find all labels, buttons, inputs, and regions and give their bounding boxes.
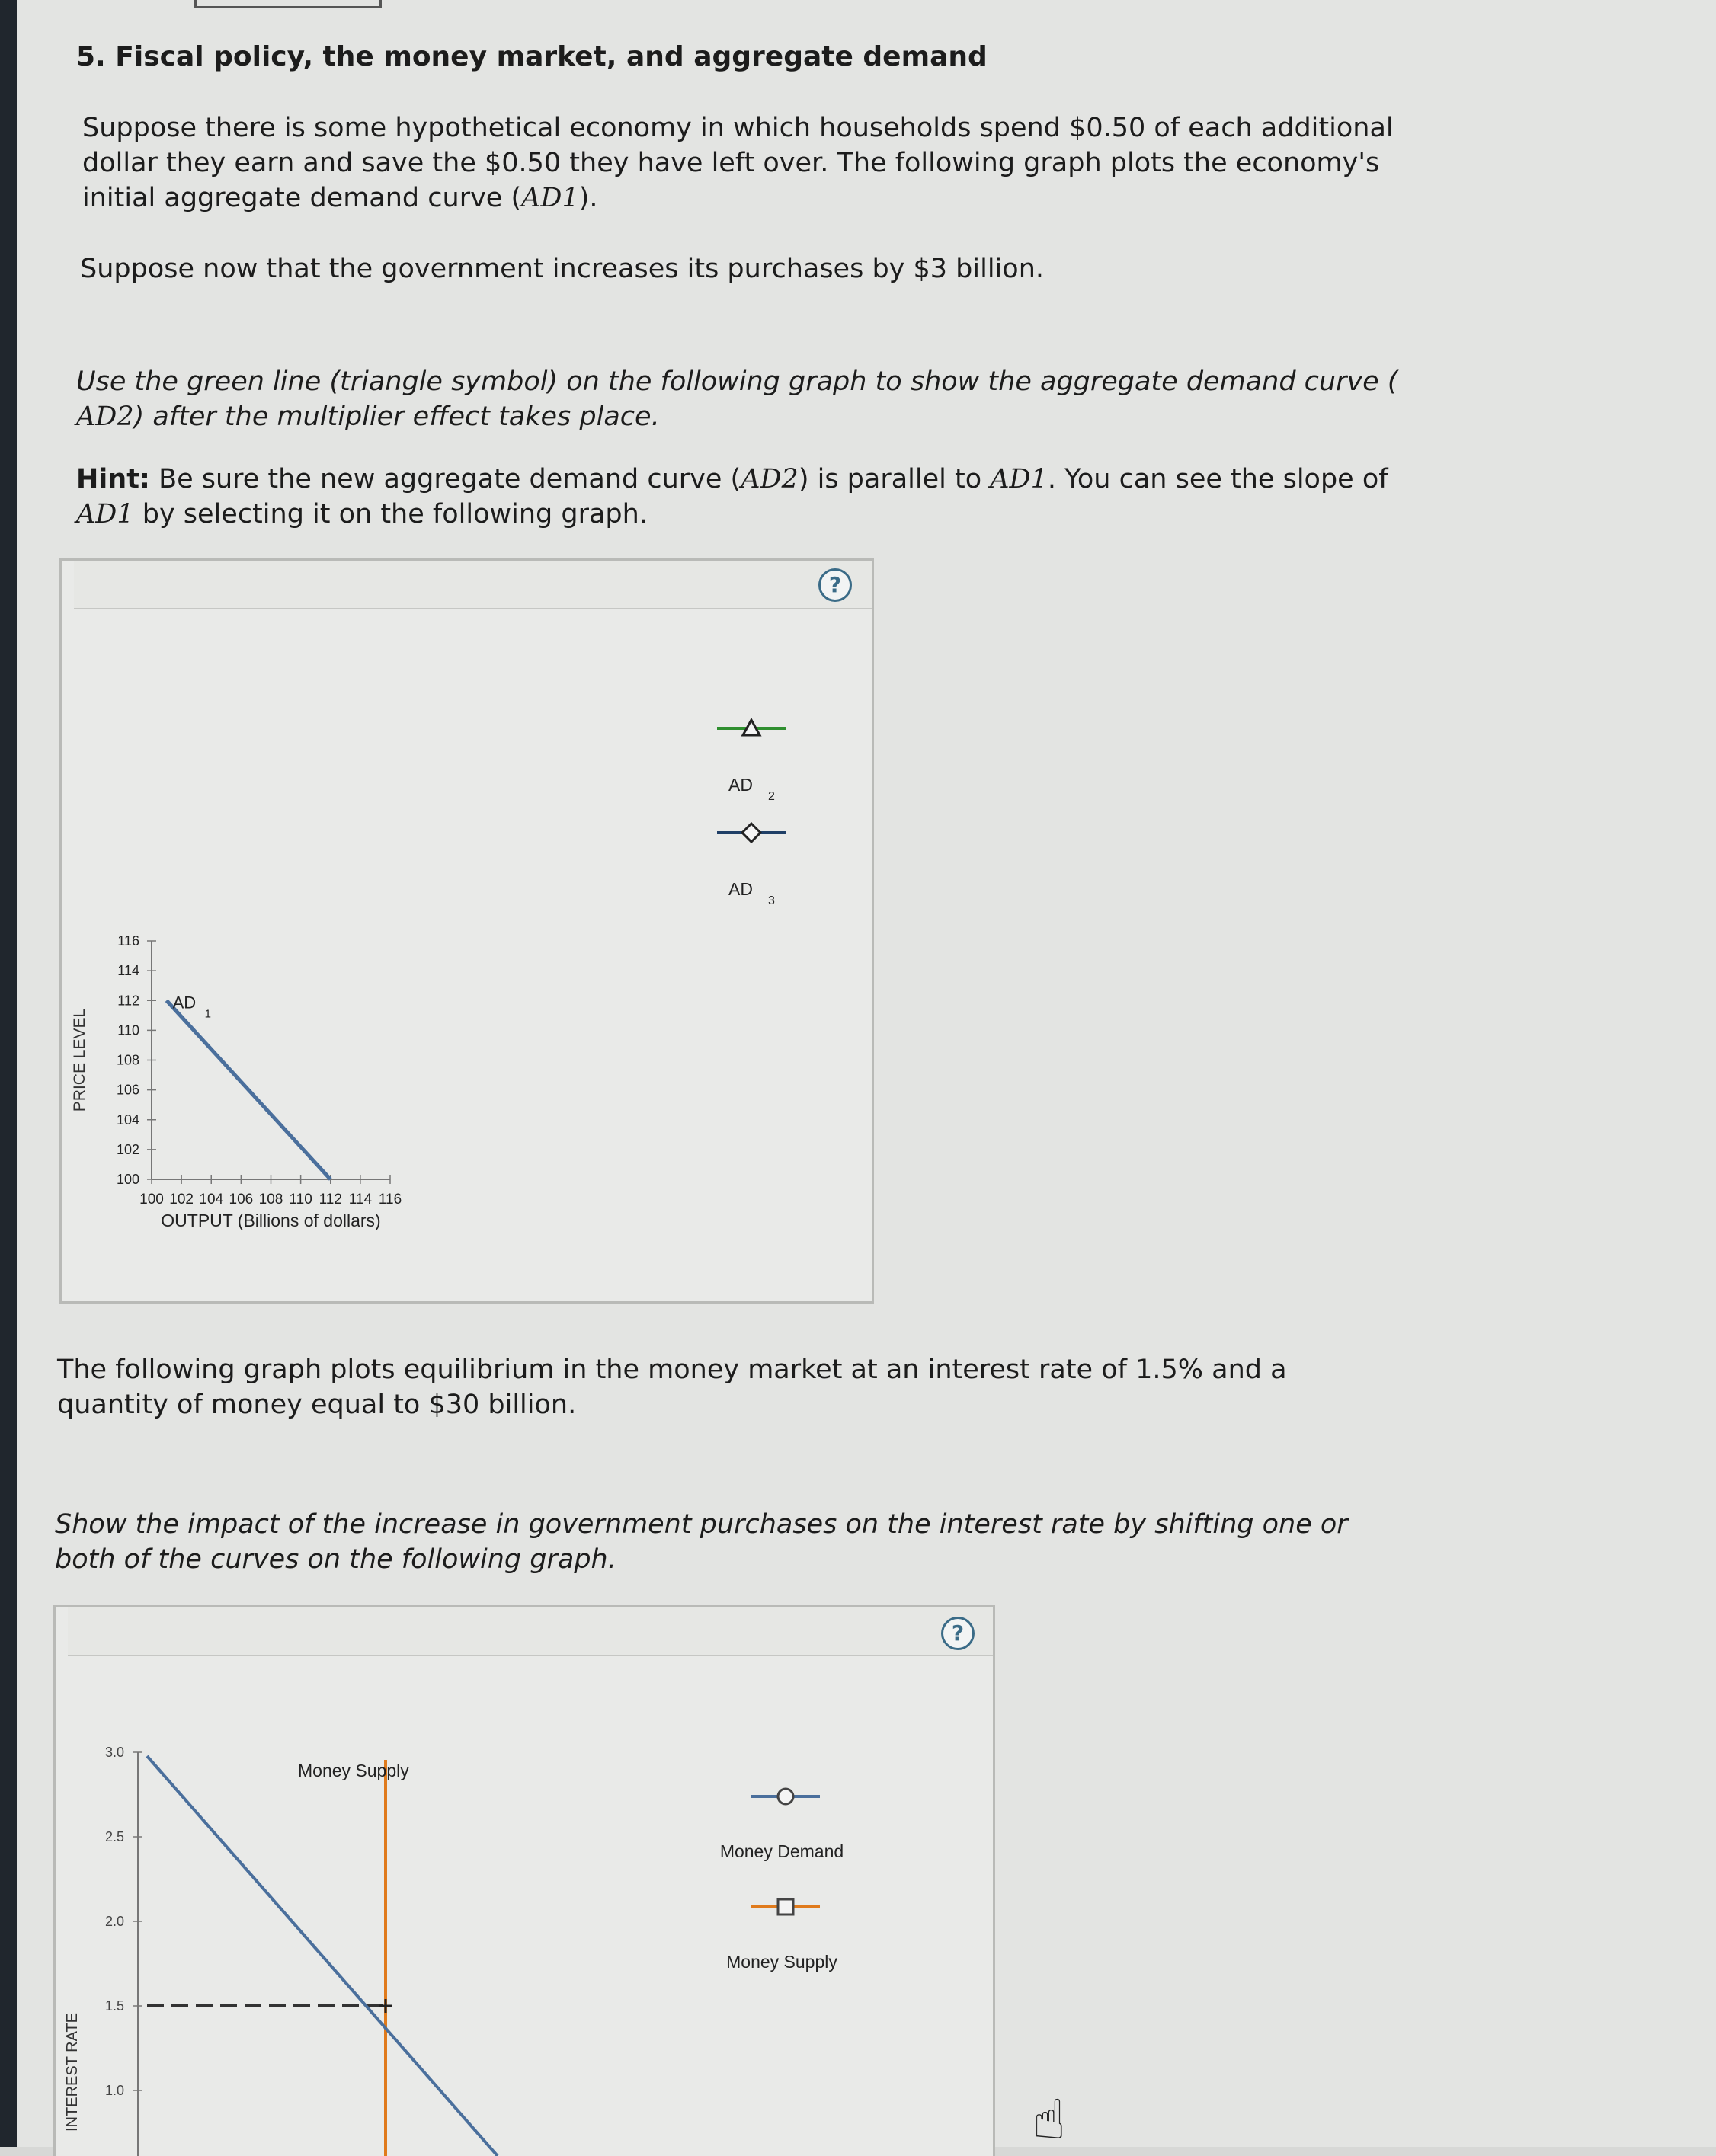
y-tick-label: 114 — [117, 963, 139, 979]
hint-line-2-post: by selecting it on the following graph. — [133, 499, 648, 529]
x-tick-label: 112 — [319, 1192, 342, 1208]
money-supply-curve-label: Money Supply — [298, 1761, 409, 1780]
window-edge — [0, 0, 17, 2147]
y-tick-label: 3.0 — [104, 1745, 124, 1760]
ad2-legend-label: AD — [728, 775, 753, 795]
y-tick-label: 1.0 — [104, 2083, 124, 2098]
x-tick-label: 102 — [169, 1192, 194, 1208]
y-axis-label: PRICE LEVEL — [71, 1008, 88, 1112]
y-tick-label: 2.0 — [104, 1914, 124, 1929]
question-title: 5. Fiscal policy, the money market, and aggregate demand — [76, 41, 988, 72]
x-tick-label: 104 — [199, 1192, 224, 1208]
y-tick-label: 100 — [116, 1172, 139, 1187]
y-tick-label: 108 — [116, 1052, 139, 1068]
circle-icon — [778, 1789, 793, 1804]
help-icon[interactable]: ? — [818, 568, 852, 602]
y-tick-label: 1.5 — [104, 1998, 124, 2014]
y-tick-label: 2.5 — [104, 1829, 124, 1844]
intro-line-1: Suppose there is some hypothetical economy in which households spend $0.50 of each additional — [82, 113, 1394, 143]
intro-line-2: dollar they earn and save the $0.50 they have left over. The following graph plots the economy's — [82, 148, 1380, 178]
y-tick-label: 112 — [117, 993, 139, 1009]
intro-paragraph — [82, 110, 1394, 216]
x-tick-label: 100 — [139, 1192, 164, 1208]
money-graph[interactable] — [56, 1607, 993, 2156]
instruction-paragraph — [76, 364, 1398, 434]
money-demand-curve — [147, 1756, 498, 2156]
ad1-curve — [167, 1000, 331, 1179]
hand-cursor-icon: ☝ — [1032, 2087, 1066, 2151]
y-tick-label: 104 — [116, 1112, 139, 1128]
diamond-icon — [742, 824, 760, 842]
intro-line-3-post: ). — [578, 183, 598, 213]
gov-change-text: Suppose now that the government increases its purchases by $3 billion. — [80, 254, 1045, 284]
money-instruction-line-2: both of the curves on the following graph. — [55, 1544, 616, 1575]
math-ad1-hint: AD1 — [990, 464, 1048, 494]
math-ad2: AD2 — [76, 401, 134, 432]
ad2-legend-subscript: 2 — [768, 790, 775, 803]
x-tick-label: 110 — [289, 1192, 312, 1208]
math-ad1-hint-2: AD1 — [76, 499, 134, 529]
ad1-label-subscript: 1 — [204, 1007, 211, 1021]
square-icon — [778, 1899, 793, 1914]
money-graph-panel — [53, 1605, 995, 2156]
math-ad1: AD1 — [521, 183, 579, 213]
y-tick-label: 106 — [116, 1082, 139, 1098]
legend-label: Money Supply — [726, 1952, 837, 1972]
instruction-line-1: Use the green line (triangle symbol) on the following graph to show the aggregate demand curve ( — [76, 366, 1398, 397]
help-icon[interactable]: ? — [941, 1617, 975, 1650]
ad3-legend-label: AD — [728, 879, 753, 899]
instruction-line-2-post: ) after the multiplier effect takes place. — [133, 401, 660, 432]
ad-graph[interactable] — [62, 561, 872, 1301]
y-tick-label: 116 — [117, 933, 139, 948]
x-tick-label: 114 — [348, 1192, 373, 1208]
top-tab-outline — [194, 0, 382, 8]
legend-label: Money Demand — [719, 1841, 844, 1861]
money-instruction-line-1: Show the impact of the increase in government purchases on the interest rate by shifting one or — [55, 1509, 1348, 1540]
intro-line-3-pre: initial aggregate demand curve ( — [82, 183, 522, 213]
y-tick-label: 110 — [117, 1022, 139, 1038]
hint-label: Hint: — [76, 464, 150, 494]
x-tick-label: 108 — [258, 1192, 283, 1208]
y-axis-label: INTEREST RATE — [64, 2013, 81, 2132]
hint-line-1-mid: ) is parallel to — [798, 464, 991, 494]
x-axis-label: OUTPUT (Billions of dollars) — [161, 1211, 381, 1230]
money-intro-line-1: The following graph plots equilibrium in the money market at an interest rate of 1.5% and a — [57, 1355, 1287, 1385]
money-intro-line-2: quantity of money equal to $30 billion. — [57, 1390, 577, 1420]
money-intro-paragraph — [57, 1352, 1287, 1422]
ad-graph-panel — [59, 558, 874, 1304]
hint-line-1-pre: Be sure the new aggregate demand curve ( — [149, 464, 741, 494]
y-tick-label: 102 — [116, 1141, 139, 1157]
x-tick-label: 116 — [378, 1192, 402, 1208]
math-ad2-hint: AD2 — [741, 464, 799, 494]
x-tick-label: 106 — [229, 1192, 254, 1208]
hint-paragraph — [76, 462, 1388, 532]
ad3-legend-subscript: 3 — [768, 894, 775, 907]
ad1-label: AD — [172, 993, 197, 1012]
hint-line-1-post: . You can see the slope of — [1047, 464, 1388, 494]
money-instruction-paragraph — [55, 1507, 1348, 1577]
